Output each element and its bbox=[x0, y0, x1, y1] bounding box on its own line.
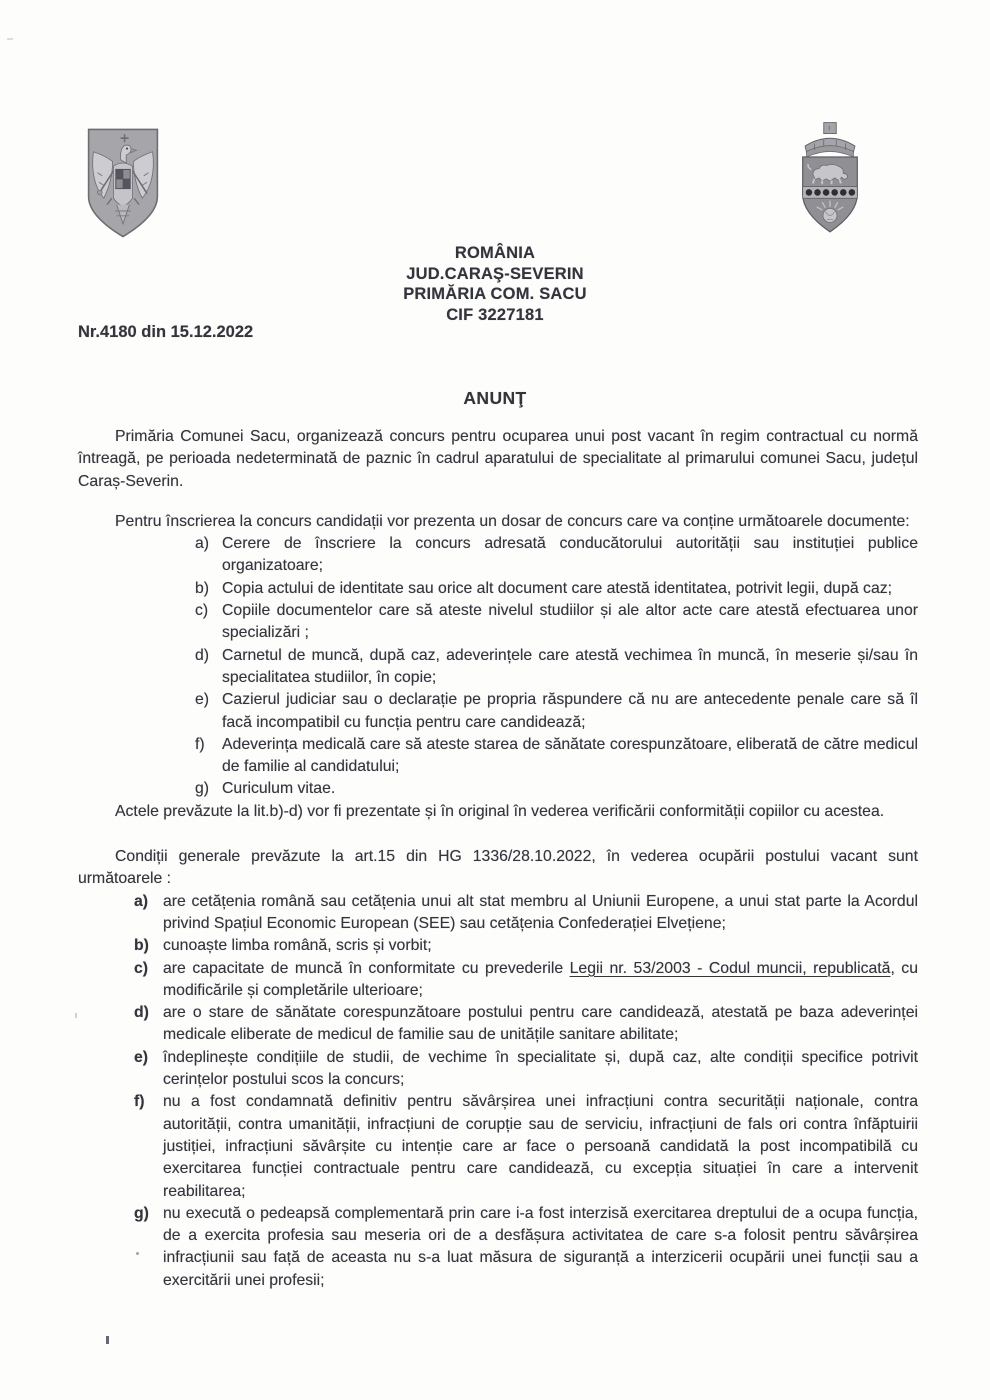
list-item-marker: g) bbox=[195, 780, 210, 798]
list-item-marker: b) bbox=[195, 579, 210, 597]
list-item-text: are cetățenia română sau cetățenia unui alt stat membru al Uniunii Europene, a unui stat parte la Acordul privind Spațiul Economic European (SEE) sau cetățenia Confederației Elvețiene; bbox=[163, 892, 918, 932]
conditions-lead-paragraph: Condiții generale prevăzute la art.15 din HG 1336/28.10.2022, în vederea ocupării postului vacant sunt următoarele : bbox=[78, 848, 918, 888]
document-title: ANUNŢ bbox=[463, 388, 527, 408]
list-item-text: Cerere de înscriere la concurs adresată conducătorului autorității sau instituției publice organizatoare; bbox=[222, 535, 918, 575]
list-item-marker: c) bbox=[134, 959, 149, 977]
list-item bbox=[78, 1091, 918, 1202]
list-item bbox=[78, 578, 918, 600]
list-item-text: nu a fost condamnată definitiv pentru săvârșirea unei infracțiuni contra securității naționale, contra autorității, contra umanității, infracțiuni de corupție sau de serviciu, infracțiuni de fals ori contra înfăptuirii justiției, infracțiuni săvârșite cu intenție care ar face o persoană candidată la post incompatibilă cu exercitarea funcției contractuale pentru care candidează, cu excepția situației în care a intervenit reabilitarea; bbox=[163, 1093, 918, 1200]
list-item-marker: g) bbox=[134, 1204, 149, 1222]
list-item-marker: d) bbox=[195, 646, 210, 664]
list-item bbox=[78, 734, 918, 779]
letterhead-institution: PRIMĂRIA COM. SACU bbox=[403, 285, 587, 303]
scan-artifact bbox=[106, 1336, 109, 1344]
list-item bbox=[78, 1002, 918, 1047]
list-item-marker: a) bbox=[195, 535, 210, 553]
list-item-text: Copia actului de identitate sau orice alt document care atestă identitatea, potrivit legii, după caz; bbox=[222, 579, 893, 597]
list-item bbox=[78, 935, 918, 957]
letterhead bbox=[0, 243, 990, 325]
scan-artifact bbox=[7, 38, 13, 40]
list-item-marker: e) bbox=[195, 691, 210, 709]
list-item-marker: f) bbox=[195, 735, 205, 753]
list-item-marker: c) bbox=[195, 602, 209, 620]
list-item-text: are o stare de sănătate corespunzătoare postului pentru care candidează, atestată pe baza adeverinței medicale eliberate de medicul de familie sau de unitățile sanitare abilitate; bbox=[163, 1004, 918, 1044]
sacu-commune-coat-of-arms-icon bbox=[791, 118, 869, 238]
list-item bbox=[78, 891, 918, 936]
scan-artifact bbox=[75, 1013, 77, 1018]
list-item-text: are capacitate de muncă în conformitate cu prevederile bbox=[163, 959, 570, 977]
list-item-text: Copiile documentelor care să ateste nivelul studiilor și ale altor acte care atestă efectuarea unor specializări ; bbox=[222, 602, 918, 642]
list-item bbox=[78, 689, 918, 734]
list-item-text: cunoaște limba română, scris și vorbit; bbox=[163, 937, 432, 955]
intro-paragraph: Primăria Comunei Sacu, organizează concurs pentru ocuparea unui post vacant în regim contractual cu normă întreagă, pe perioada nedeterminată de paznic în cadrul aparatului de specialitate al primarului comunei Sacu, județul Caraș-Severin. bbox=[78, 428, 918, 490]
list-item-text: nu execută o pedeapsă complementară prin care i-a fost interzisă exercitarea dreptului de a ocupa funcția, de a exercita profesia sau meseria ori de a desfășura activitatea de care s-a folosit pentru săvârșirea infracțiunii sau față de aceasta nu s-a luat măsura de siguranță a interzicerii ocupării unei funcții sau a exercitării unei profesii; bbox=[163, 1204, 918, 1289]
document-body bbox=[78, 426, 918, 1292]
letterhead-cif: CIF 3227181 bbox=[446, 305, 544, 324]
list-item-text: Adeverința medicală care să ateste starea de sănătate corespunzătoare, eliberată de către medicul de familie al candidatului; bbox=[222, 735, 918, 776]
dossier-lead-paragraph: Pentru înscrierea la concurs candidații vor prezenta un dosar de concurs care va conține următoarele documente: bbox=[115, 512, 910, 530]
originals-note-paragraph: Actele prevăzute la lit.b)-d) vor fi prezentate și în original în vederea verificării conformității copiilor cu acestea. bbox=[115, 802, 885, 820]
list-item-text: Curiculum vitae. bbox=[222, 780, 336, 798]
letterhead-county: JUD.CARAŞ-SEVERIN bbox=[406, 264, 584, 283]
list-item-text: Carnetul de muncă, după caz, adeverințele care atestă vechimea în muncă, în meserie și/sau în specialitatea studiilor, în copie; bbox=[222, 646, 918, 686]
letterhead-country: ROMÂNIA bbox=[454, 244, 536, 262]
list-item-text: Cazierul judiciar sau o declarație pe propria răspundere că nu are antecedente penale care să îl facă incompatibil cu funcția pentru care candidează; bbox=[222, 691, 918, 731]
list-item-marker: d) bbox=[134, 1004, 149, 1022]
list-item-text: , cu modificările și completările ulterioare; bbox=[163, 959, 918, 999]
law-reference-underlined: Legii nr. 53/2003 - Codul muncii, republicată bbox=[569, 959, 891, 977]
list-item bbox=[78, 1203, 918, 1292]
scan-artifact bbox=[136, 1252, 139, 1255]
general-conditions-list bbox=[78, 891, 918, 1292]
list-item-text: îndeplinește condițiile de studii, de vechime în specialitate și, după caz, alte condiții specifice potrivit cerințelor postului scos la concurs; bbox=[163, 1048, 918, 1089]
list-item-marker: e) bbox=[134, 1048, 149, 1066]
list-item-marker: a) bbox=[134, 892, 149, 910]
list-item bbox=[78, 645, 918, 690]
list-item-marker: b) bbox=[134, 937, 149, 955]
list-item bbox=[78, 958, 918, 1003]
list-item bbox=[78, 533, 918, 578]
romania-coat-of-arms-icon bbox=[83, 124, 163, 242]
registration-number: Nr.4180 din 15.12.2022 bbox=[78, 323, 254, 341]
list-item bbox=[78, 600, 918, 645]
list-item bbox=[78, 1047, 918, 1092]
list-item bbox=[78, 778, 918, 800]
list-item-marker: f) bbox=[134, 1093, 145, 1111]
dossier-documents-list bbox=[78, 533, 918, 801]
